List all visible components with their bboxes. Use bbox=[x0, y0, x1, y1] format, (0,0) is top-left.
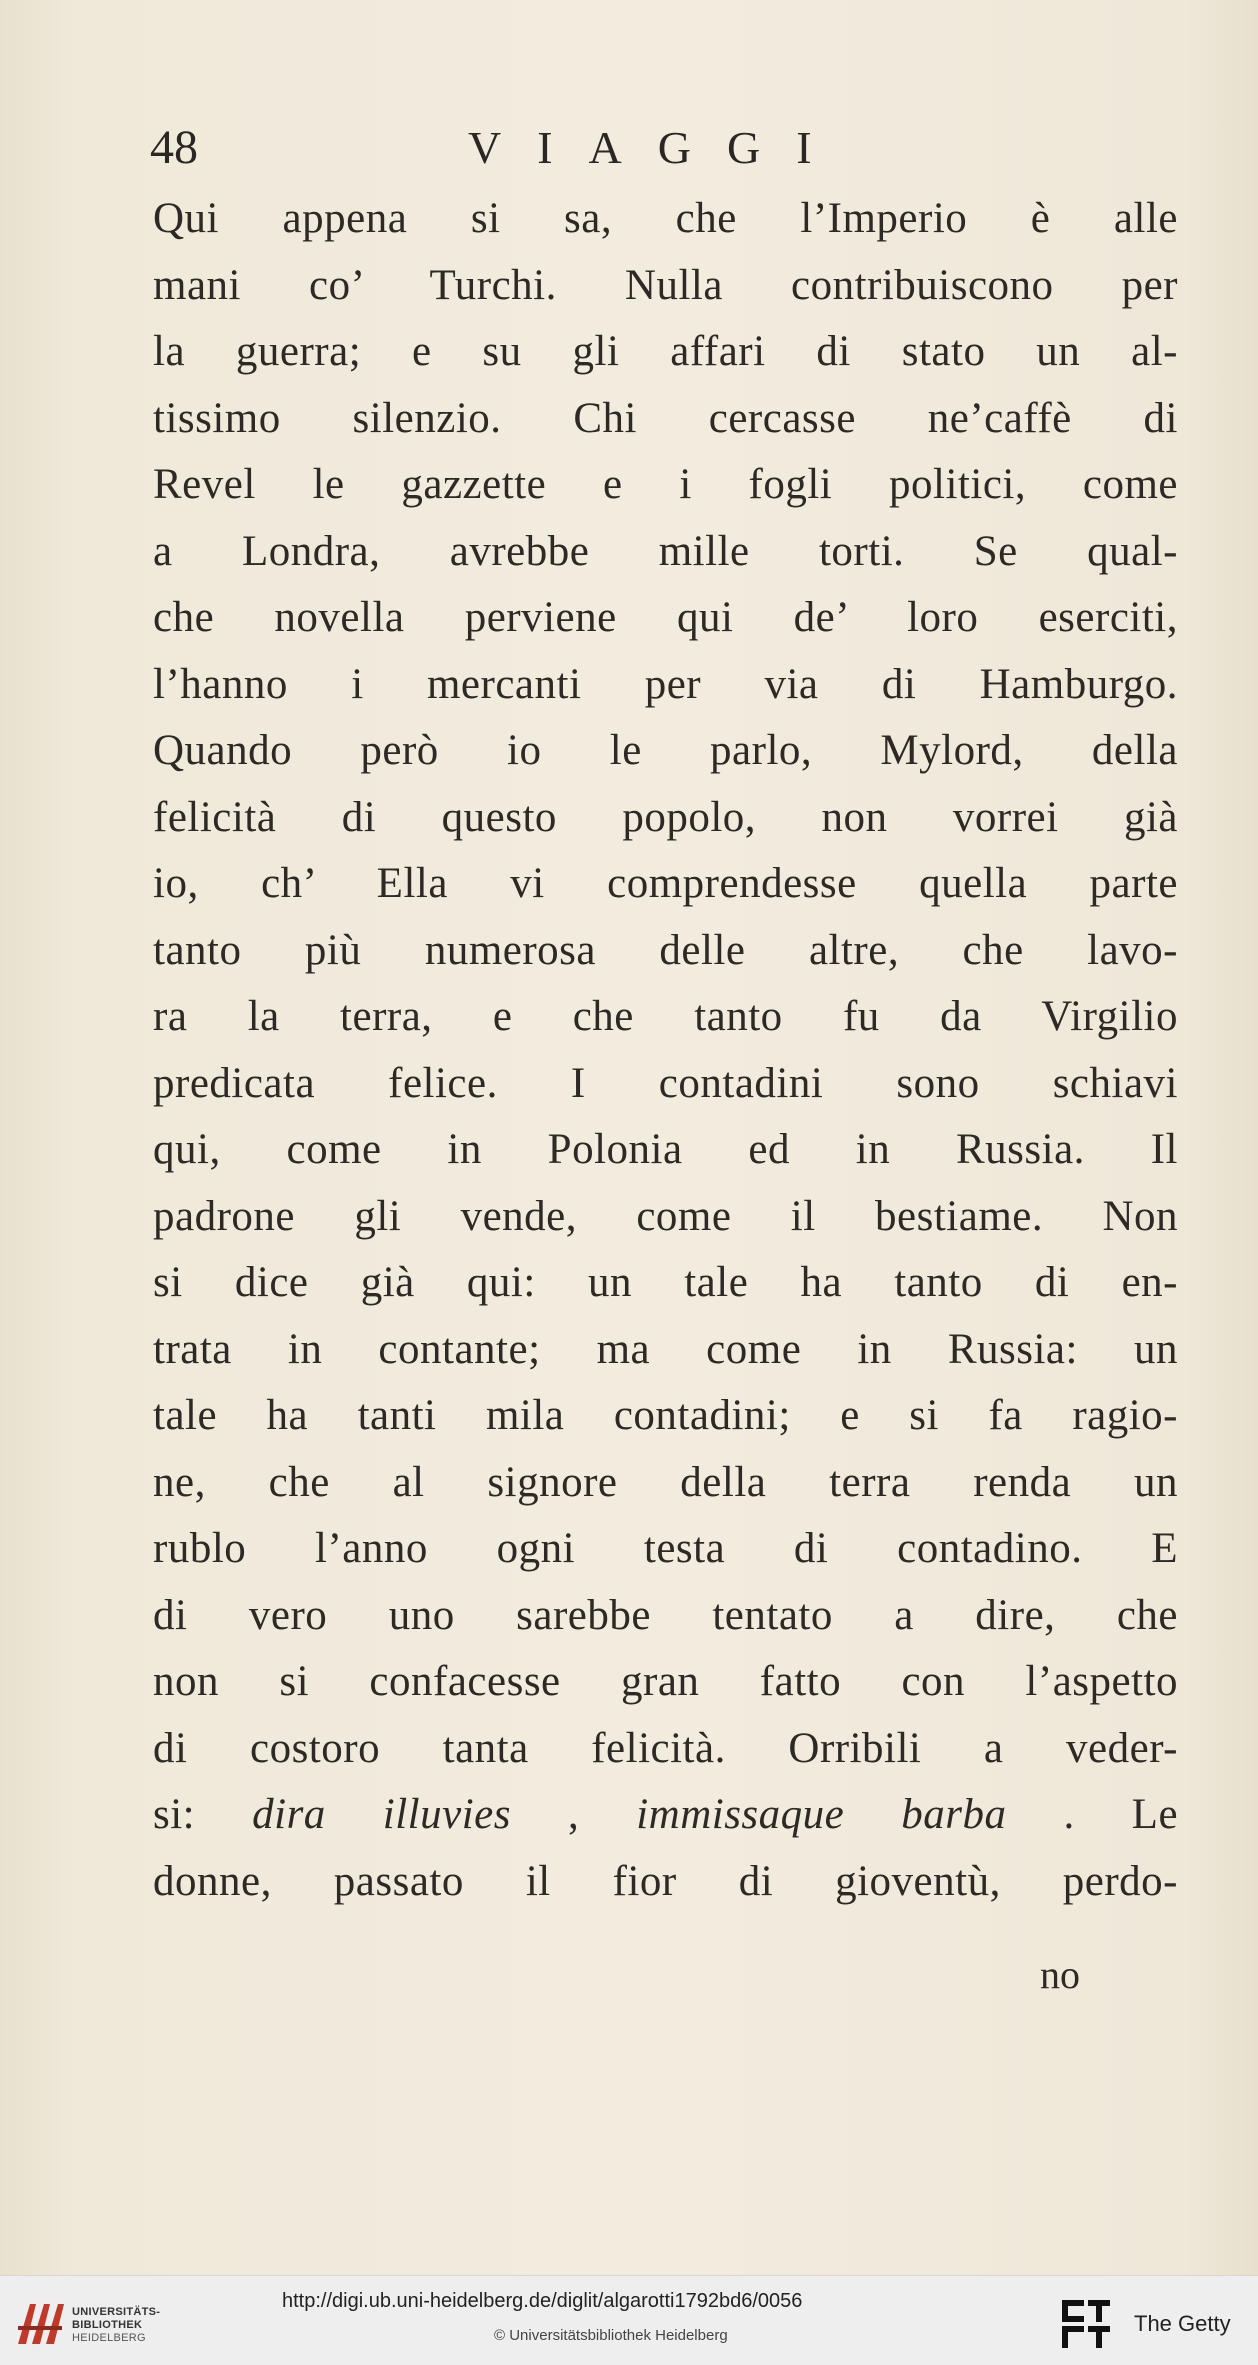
latin-quote-part-2: immissaque barba bbox=[636, 1791, 1007, 1838]
text-line: di vero uno sarebbe tentato a dire, che bbox=[153, 1591, 1178, 1639]
latin-quote-tail: . Le bbox=[1063, 1791, 1179, 1838]
text-line: tanto più numerosa delle altre, che lavo- bbox=[153, 926, 1178, 974]
catchword: no bbox=[1040, 1952, 1080, 1997]
library-name-line-3: HEIDELBERG bbox=[72, 2332, 146, 2344]
text-line-latin-quote bbox=[153, 1782, 1178, 1849]
text-line: l’hanno i mercanti per via di Hamburgo. bbox=[153, 660, 1178, 708]
page-header bbox=[150, 118, 1150, 188]
text-line: qui, come in Polonia ed in Russia. Il bbox=[153, 1126, 1178, 1173]
text-line: ra la terra, e che tanto fu da Virgilio bbox=[153, 993, 1178, 1040]
text-line: tissimo silenzio. Chi cercasse ne’caffè di bbox=[153, 394, 1178, 442]
text-line: mani co’ Turchi. Nulla contribuiscono per bbox=[153, 261, 1178, 309]
text-line: io, ch’ Ella vi comprendesse quella parte bbox=[153, 860, 1178, 907]
text-line: Qui appena si sa, che l’Imperio è alle bbox=[153, 195, 1178, 242]
text-line: si dice già qui: un tale ha tanto di en- bbox=[153, 1259, 1178, 1306]
getty-name: The Getty bbox=[1134, 2311, 1231, 2336]
text-line: Quando però io le parlo, Mylord, della bbox=[153, 727, 1178, 774]
getty-logo-icon bbox=[1058, 2296, 1114, 2352]
footer-bar bbox=[0, 2275, 1258, 2365]
latin-quote-lead: si: bbox=[153, 1791, 196, 1838]
getty-logo[interactable] bbox=[1058, 2296, 1248, 2352]
page-number: 48 bbox=[150, 121, 198, 174]
copyright-notice: © Universitätsbibliothek Heidelberg bbox=[494, 2327, 728, 2344]
text-line: la guerra; e su gli affari di stato un al- bbox=[153, 328, 1178, 375]
library-name-line-2: BIBLIOTHEK bbox=[72, 2319, 143, 2331]
text-line: ne, che al signore della terra renda un bbox=[153, 1458, 1178, 1506]
body-text bbox=[153, 186, 1178, 1915]
text-line: a Londra, avrebbe mille torti. Se qual- bbox=[153, 527, 1178, 575]
text-line: tale ha tanti mila contadini; e si fa ragio- bbox=[153, 1392, 1178, 1439]
text-line: non si confacesse gran fatto con l’aspetto bbox=[153, 1658, 1178, 1705]
university-library-logo[interactable] bbox=[12, 2296, 162, 2352]
text-line: Revel le gazzette e i fogli politici, come bbox=[153, 461, 1178, 508]
university-seal-icon bbox=[12, 2296, 68, 2352]
text-line: donne, passato il fior di gioventù, perdo- bbox=[153, 1857, 1178, 1905]
text-line: padrone gli vende, come il bestiame. Non bbox=[153, 1192, 1178, 1240]
latin-quote-comma: , bbox=[567, 1791, 580, 1838]
permalink-url[interactable]: http://digi.ub.uni-heidelberg.de/diglit/algarotti1792bd6/0056 bbox=[282, 2290, 803, 2312]
library-name-line-1: UNIVERSITÄTS- bbox=[72, 2306, 161, 2318]
text-line: trata in contante; ma come in Russia: un bbox=[153, 1325, 1178, 1373]
running-title: VIAGGI bbox=[468, 122, 848, 173]
text-line: felicità di questo popolo, non vorrei già bbox=[153, 793, 1178, 841]
latin-quote-part-1: dira illuvies bbox=[252, 1791, 511, 1838]
text-line: rublo l’anno ogni testa di contadino. E bbox=[153, 1525, 1178, 1572]
text-line: predicata felice. I contadini sono schiavi bbox=[153, 1059, 1178, 1107]
text-line: di costoro tanta felicità. Orribili a veder- bbox=[153, 1724, 1178, 1772]
text-line: che novella perviene qui de’ loro eserciti, bbox=[153, 594, 1178, 641]
